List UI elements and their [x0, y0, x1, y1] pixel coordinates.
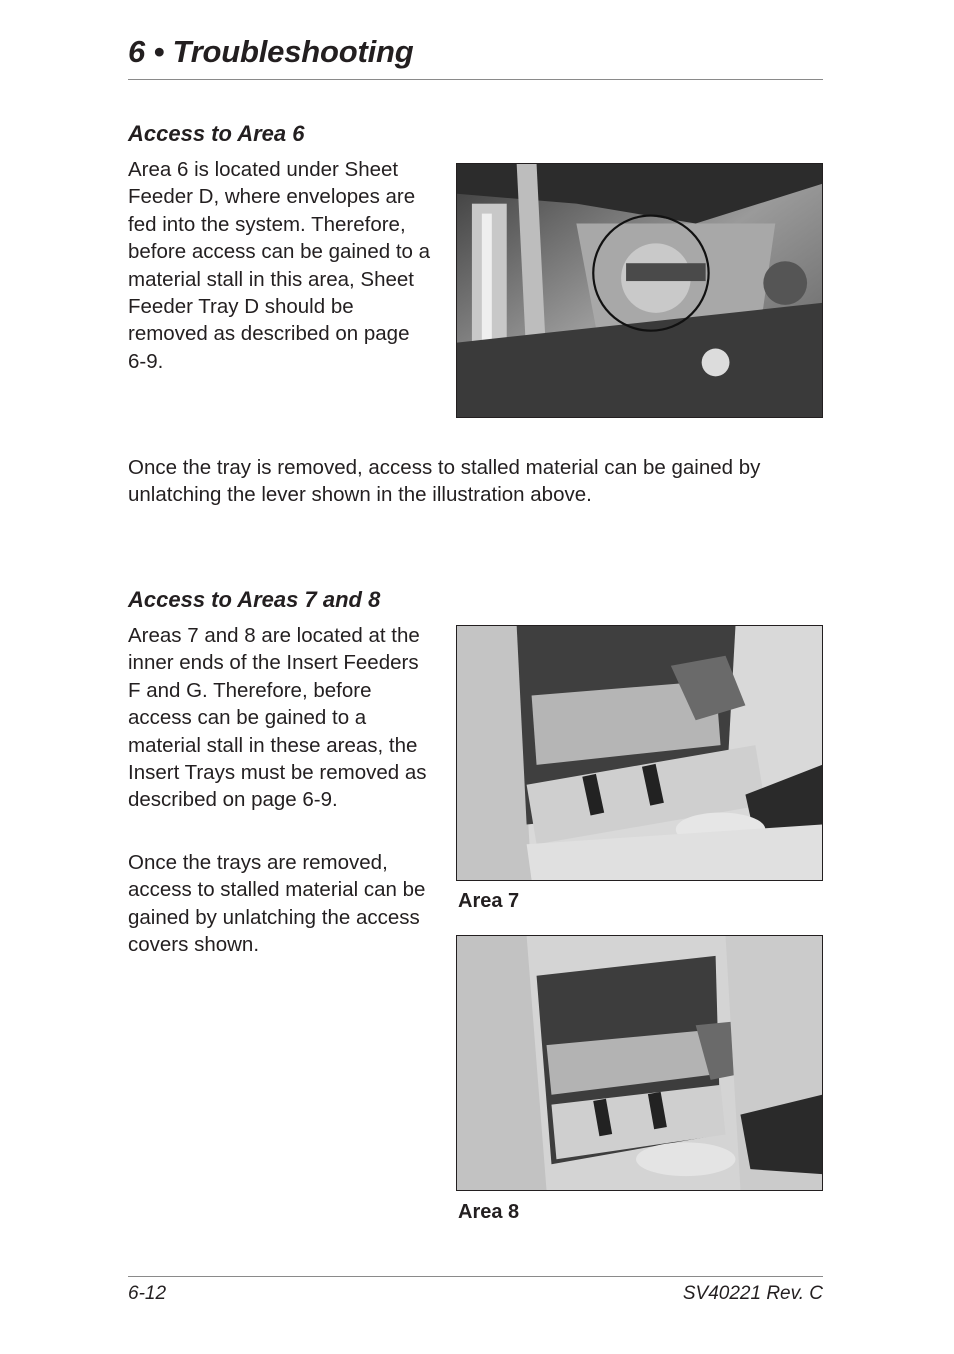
area-6-lever-photo — [456, 163, 823, 418]
caption-area-7: Area 7 — [458, 890, 520, 912]
area-6-followup: Once the tray is removed, access to stalled material can be gained by unlatching the lever shown in the illustration above. — [128, 456, 761, 507]
section-heading-area-6: Access to Area 6 — [128, 121, 305, 146]
document-id: SV40221 Rev. C — [682, 1283, 823, 1304]
area-6-paragraph: Area 6 is located under Sheet Feeder D, where envelopes are fed into the system. Therefore, before access can be gained to a material stall in this area, Sheet Feeder Tray D should be removed as described on page 6-9. — [128, 158, 431, 373]
header-rule — [128, 79, 823, 80]
area-8-photo — [456, 935, 823, 1191]
section-heading-areas-7-8: Access to Areas 7 and 8 — [128, 587, 381, 612]
page-number: 6-12 — [128, 1283, 167, 1304]
footer-rule — [128, 1276, 823, 1277]
caption-area-8: Area 8 — [458, 1201, 520, 1223]
area-7-photo — [456, 625, 823, 881]
areas-7-8-paragraph-2: Once the trays are removed, access to stalled material can be gained by unlatching the access covers shown. — [128, 851, 426, 957]
chapter-title: 6 • Troubleshooting — [128, 34, 414, 69]
areas-7-8-paragraph-1: Areas 7 and 8 are located at the inner ends of the Insert Feeders F and G. Therefore, before access can be gained to a material stall in these areas, the Insert Trays must be removed as described on page 6-9. — [128, 624, 427, 812]
